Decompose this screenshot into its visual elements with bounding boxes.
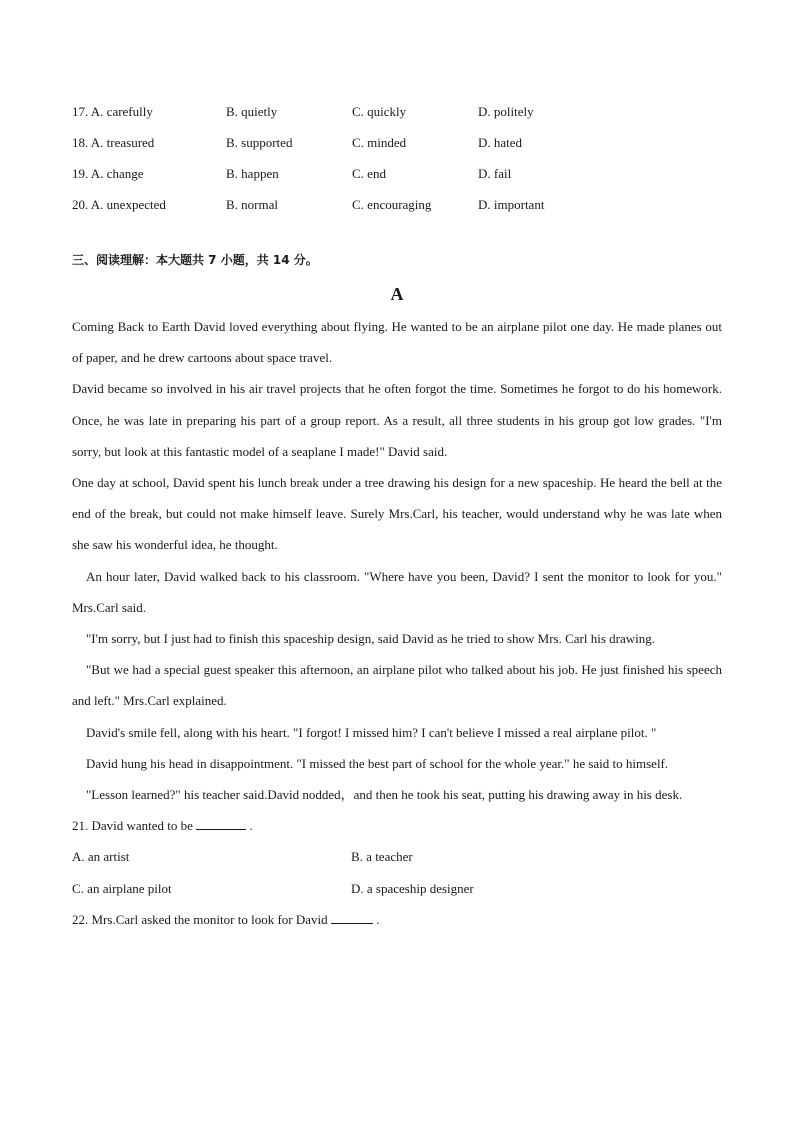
question-21-option-c[interactable]: C. an airplane pilot	[72, 880, 172, 896]
paragraph-6: "But we had a special guest speaker this afternoon, an airplane pilot who talked about his job. He just finished his speech and left." Mrs.Carl explained.	[72, 662, 722, 709]
option-20-a: 20. A. unexpected	[72, 197, 166, 212]
option-20-d: D. important	[478, 197, 545, 212]
paragraph-3: One day at school, David spent his lunch break under a tree drawing his design for a new spaceship. He heard the bell at the end of the break, but could not make himself leave. Surely Mrs.Carl, his teacher, would understand why he was late when she saw his wonderful idea, he thought.	[72, 475, 722, 553]
paragraph-2: David became so involved in his air travel projects that he often forgot the time. Sometimes he forgot to do his homework. Once, he was late in preparing his part of a group report. As a result, all three students in his group got low grades. "I'm sorry, but look at this fantastic model of a seaplane I made!" David said.	[72, 381, 722, 459]
option-18-d: D. hated	[478, 135, 523, 150]
option-17-d: D. politely	[478, 104, 534, 119]
question-21-stem: 21. David wanted to be	[72, 818, 193, 834]
option-row-19	[72, 162, 722, 193]
option-row-20	[72, 193, 722, 224]
option-20-b: B. normal	[226, 197, 278, 212]
option-19-d: D. fail	[478, 166, 512, 181]
answer-blank-22[interactable]	[331, 909, 373, 924]
options-block	[72, 100, 722, 224]
option-row-17	[72, 100, 722, 131]
exam-page	[72, 100, 722, 935]
question-22	[72, 904, 722, 935]
option-18-a: 18. A. treasured	[72, 135, 155, 150]
paragraph-9: "Lesson learned?" his teacher said.David nodded，and then he took his seat, putting his drawing away in his desk.	[86, 787, 683, 803]
option-20-c: C. encouraging	[352, 197, 432, 212]
option-17-a: 17. A. carefully	[72, 104, 153, 119]
option-17-c: C. quickly	[352, 104, 407, 119]
paragraph-8: David hung his head in disappointment. "I missed the best part of school for the whole year." he said to himself.	[86, 755, 669, 771]
option-19-b: B. happen	[226, 166, 279, 181]
question-21-option-b[interactable]: B. a teacher	[351, 849, 413, 865]
question-21-end: .	[246, 818, 253, 834]
passage-title: A	[390, 284, 404, 304]
question-21-option-a[interactable]: A. an artist	[72, 849, 130, 865]
option-18-c: C. minded	[352, 135, 407, 150]
option-row-18	[72, 131, 722, 162]
question-21-options-row-1	[72, 841, 722, 872]
paragraph-7: David's smile fell, along with his heart. "I forgot! I missed him? I can't believe I missed a real airplane pilot. "	[86, 724, 657, 740]
paragraph-5: "I'm sorry, but I just had to finish this spaceship design, said David as he tried to show Mrs. Carl his drawing.	[86, 631, 655, 647]
paragraph-1: Coming Back to Earth David loved everything about flying. He wanted to be an airplane pilot one day. He made planes out of paper, and he drew cartoons about space travel.	[72, 319, 722, 366]
question-21-option-d[interactable]: D. a spaceship designer	[351, 880, 474, 896]
section-heading: 三、阅读理解：本大题共 7 小题，共 14 分。	[72, 253, 318, 267]
option-19-c: C. end	[352, 166, 386, 181]
question-21-options-row-2	[72, 873, 722, 904]
option-17-b: B. quietly	[226, 104, 278, 119]
question-22-stem: 22. Mrs.Carl asked the monitor to look for David	[72, 911, 328, 927]
paragraph-4: An hour later, David walked back to his classroom. "Where have you been, David? I sent the monitor to look for you." Mrs.Carl said.	[72, 568, 722, 615]
question-22-end: .	[372, 911, 380, 927]
question-21	[72, 810, 722, 841]
answer-blank-21[interactable]	[196, 815, 246, 830]
option-19-a: 19. A. change	[72, 166, 144, 181]
option-18-b: B. supported	[226, 135, 293, 150]
